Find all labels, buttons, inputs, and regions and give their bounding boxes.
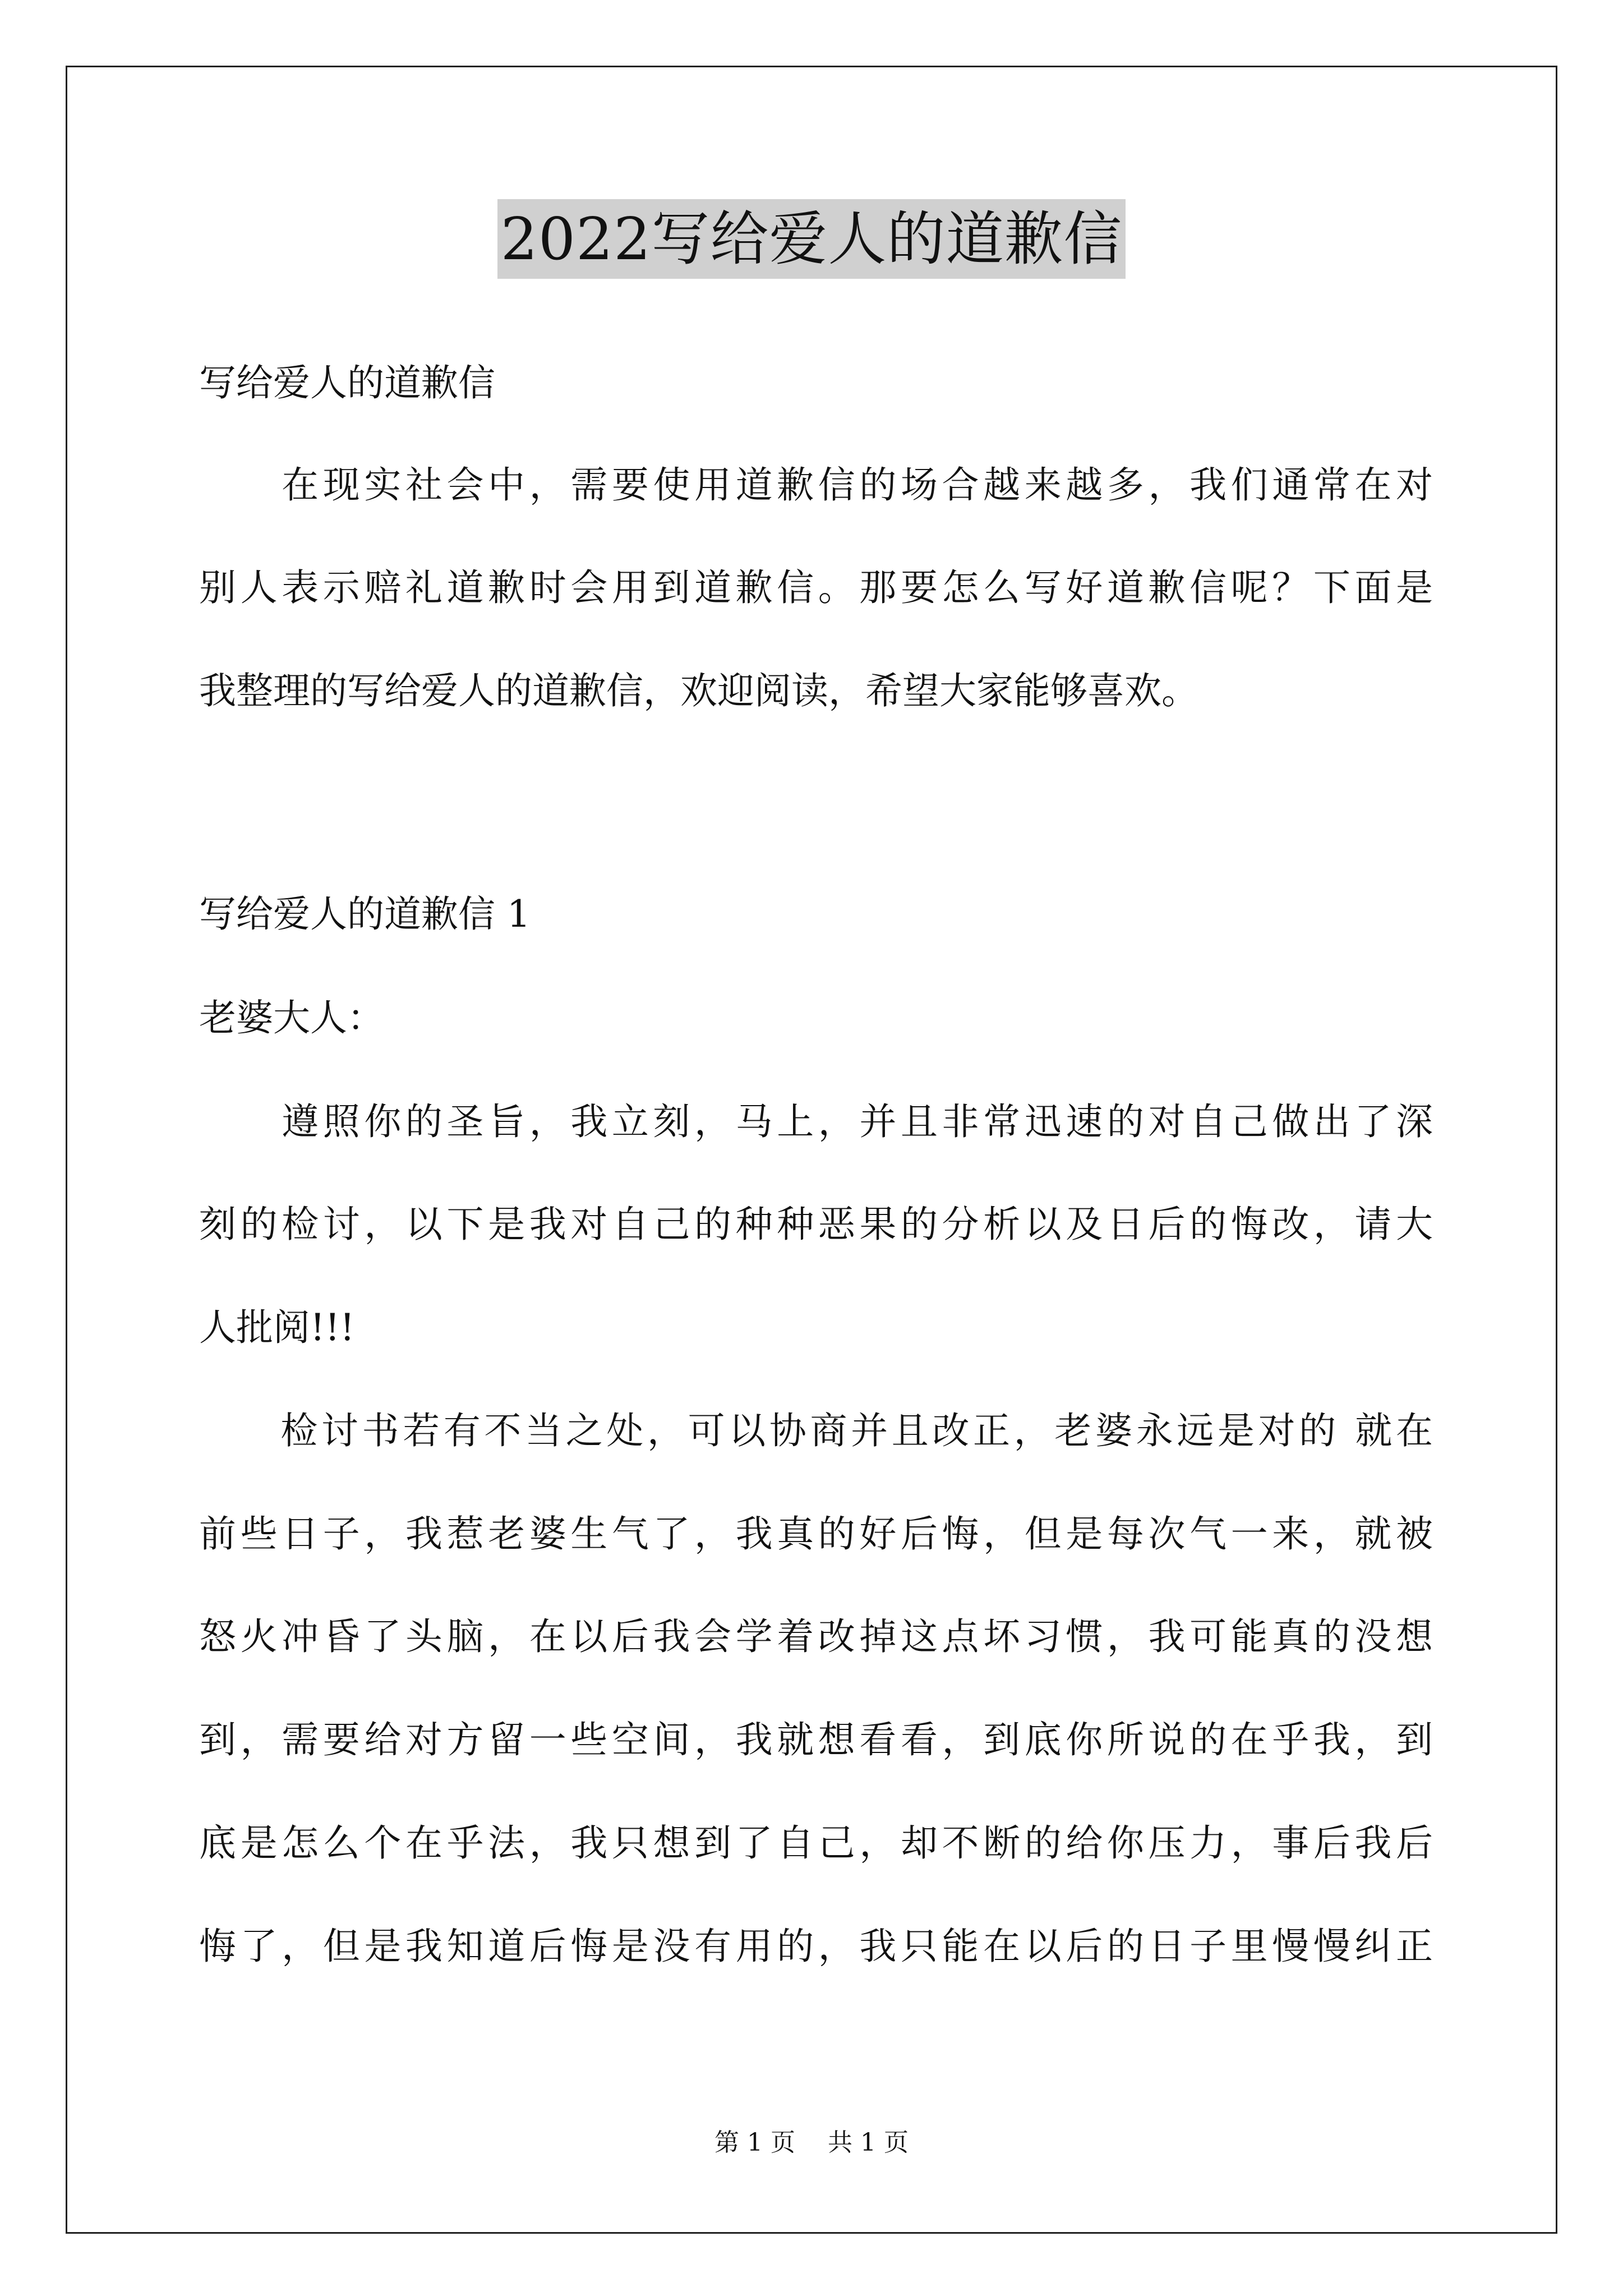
paragraph-line: 人批阅!!! (199, 1306, 355, 1349)
paragraph-line: 刻的检讨，以下是我对自己的种种恶果的分析以及日后的悔改，请大 (199, 1203, 1433, 1246)
paragraph-line: 底是怎么个在乎法，我只想到了自己，却不断的给你压力，事后我后 (199, 1821, 1433, 1865)
section-heading: 写给爱人的道歉信 1 (199, 892, 531, 936)
title-container (0, 199, 1623, 279)
paragraph-line: 我整理的写给爱人的道歉信，欢迎阅读，希望大家能够喜欢。 (199, 669, 1198, 712)
paragraph-line: 悔了，但是我知道后悔是没有用的，我只能在以后的日子里慢慢纠正 (199, 1925, 1433, 1968)
paragraph-line: 在现实社会中，需要使用道歉信的场合越来越多，我们通常在对 (199, 463, 1433, 507)
salutation: 老婆大人： (199, 996, 384, 1039)
document-subtitle: 写给爱人的道歉信 (199, 361, 495, 404)
paragraph-line: 前些日子，我惹老婆生气了，我真的好后悔，但是每次气一来，就被 (199, 1512, 1433, 1556)
paragraph-line: 别人表示赔礼道歉时会用到道歉信。那要怎么写好道歉信呢？下面是 (199, 566, 1433, 609)
paragraph-line: 怒火冲昏了头脑，在以后我会学着改掉这点坏习惯，我可能真的没想 (199, 1615, 1433, 1658)
page-number-footer: 第 1 页 共 1 页 (714, 2128, 909, 2157)
paragraph-line: 到，需要给对方留一些空间，我就想看看，到底你所说的在乎我，到 (199, 1718, 1433, 1761)
paragraph-line: 遵照你的圣旨，我立刻，马上，并且非常迅速的对自己做出了深 (199, 1100, 1433, 1143)
paragraph-line: 检讨书若有不当之处，可以协商并且改正，老婆永远是对的 就在 (199, 1409, 1433, 1452)
document-title: 2022写给爱人的道歉信 (497, 199, 1126, 279)
